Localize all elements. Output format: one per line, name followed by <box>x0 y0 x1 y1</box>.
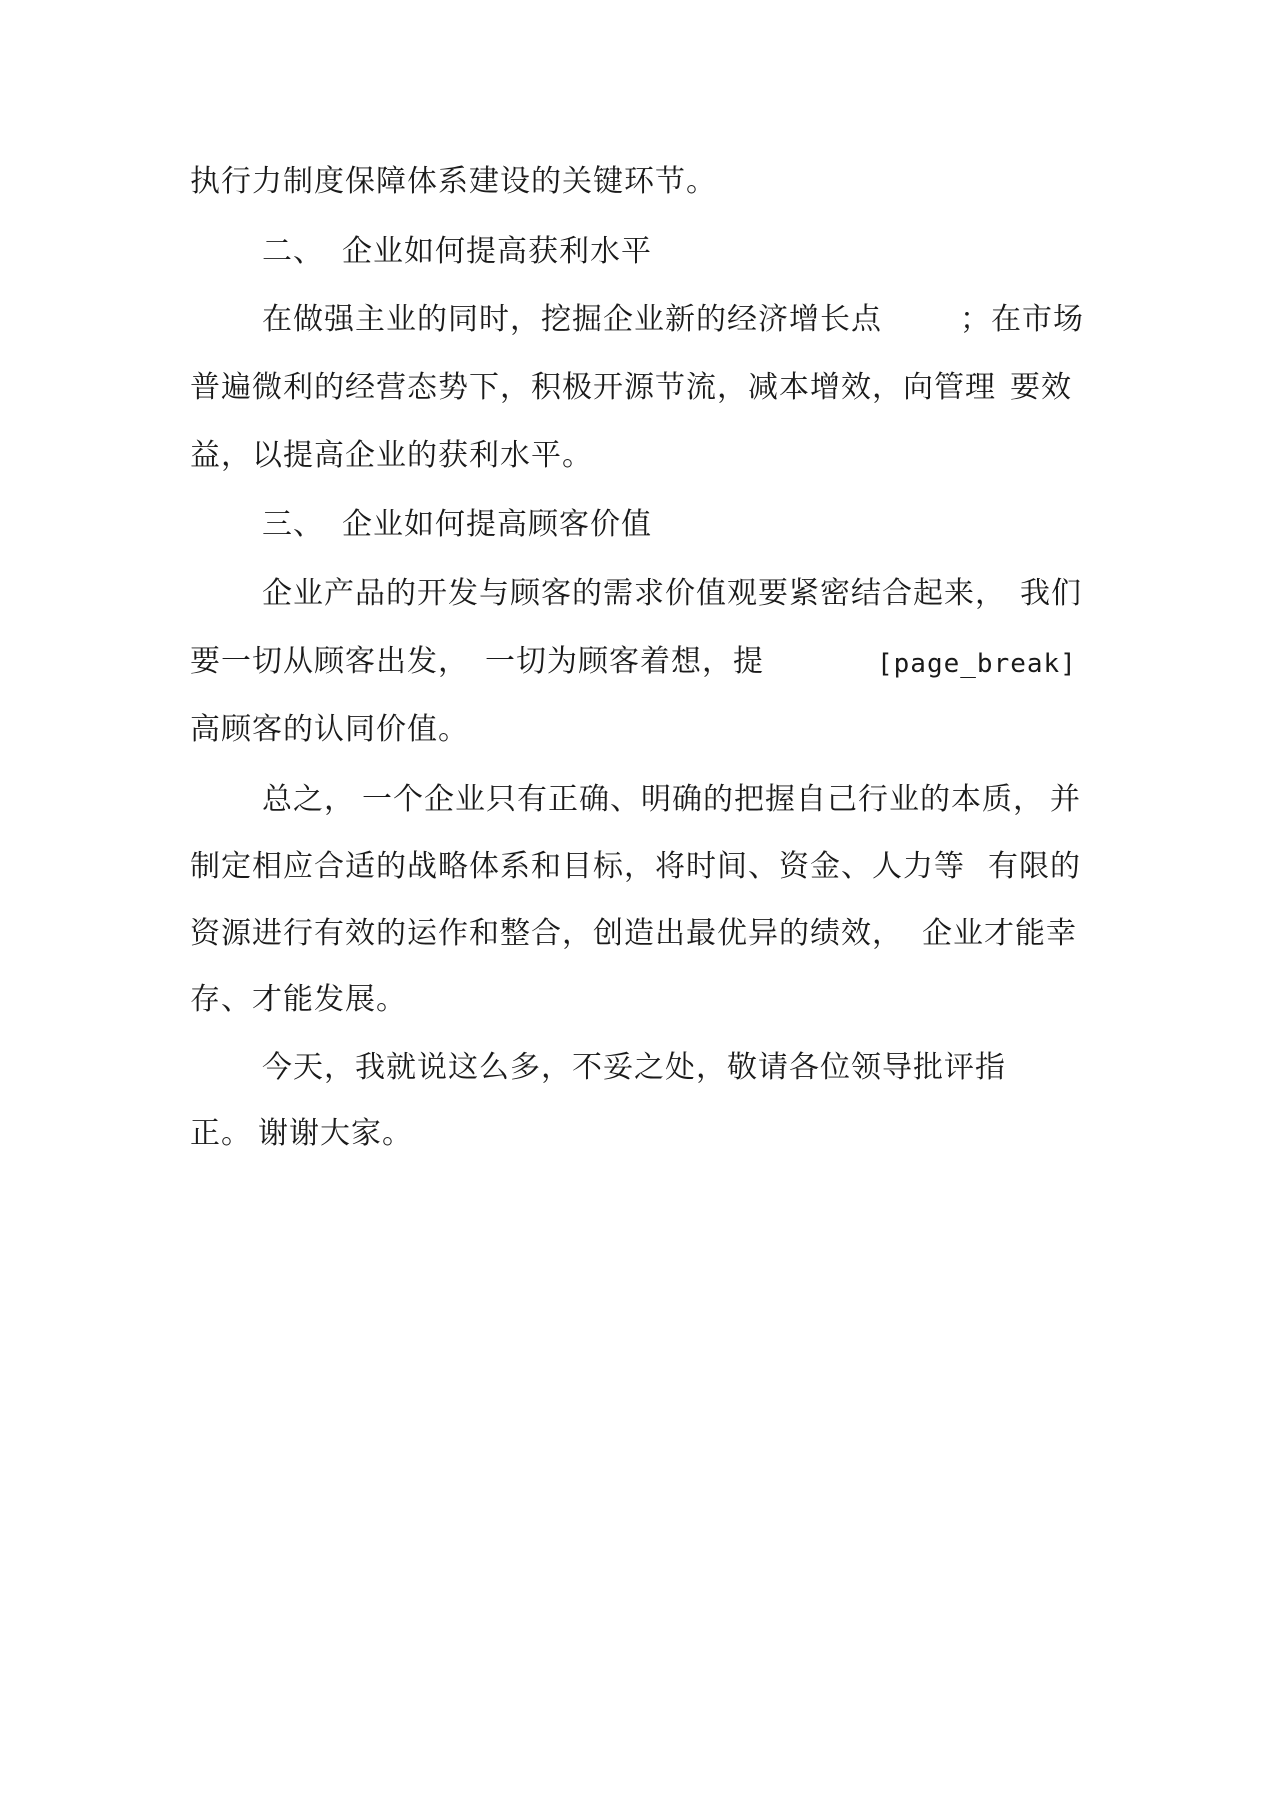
paragraph-line: 在做强主业的同时，挖掘企业新的经济增长点 <box>262 302 882 337</box>
paragraph-line: 并 <box>1050 782 1081 817</box>
paragraph-line: 一个企业只有正确、明确的把握自己行业的本质， <box>362 782 1044 817</box>
paragraph-line: 资源进行有效的运作和整合，创造出最优异的绩效， <box>190 916 903 951</box>
section-number: 二、 <box>262 234 324 269</box>
paragraph-line: 正。 <box>190 1116 252 1151</box>
paragraph-line: 谢谢大家。 <box>258 1116 413 1151</box>
section-heading: 企业如何提高获利水平 <box>342 234 652 269</box>
paragraph-line: 益，以提高企业的获利水平。 <box>190 438 593 473</box>
paragraph-line: 普遍微利的经营态势下，积极开源节流，减本增效，向管理 <box>190 370 996 405</box>
paragraph-line: 有限的 <box>988 849 1081 884</box>
paragraph-line: 我们 <box>1020 576 1082 611</box>
paragraph-line: 一切为顾客着想，提 <box>485 644 764 679</box>
paragraph-line: 要效 <box>1010 370 1072 405</box>
section-heading: 企业如何提高顾客价值 <box>342 507 652 542</box>
paragraph-line: 企业才能幸 <box>922 916 1077 951</box>
paragraph-line: 企业产品的开发与顾客的需求价值观要紧密结合起来， <box>262 576 1006 611</box>
paragraph-line: 制定相应合适的战略体系和目标，将时间、资金、人力等 <box>190 849 965 884</box>
paragraph-line: 总之， <box>262 782 355 817</box>
section-number: 三、 <box>262 507 324 542</box>
paragraph-line: 今天，我就说这么多，不妥之处，敬请各位领导批评指 <box>262 1050 1006 1085</box>
paragraph-line: ；在市场 <box>960 302 1084 337</box>
page-break-marker: [page_break] <box>877 649 1077 679</box>
paragraph-line: 存、才能发展。 <box>190 982 407 1017</box>
paragraph-line: 要一切从顾客出发， <box>190 644 469 679</box>
paragraph-line: 高顾客的认同价值。 <box>190 712 469 747</box>
paragraph-continuation: 执行力制度保障体系建设的关键环节。 <box>190 164 717 199</box>
